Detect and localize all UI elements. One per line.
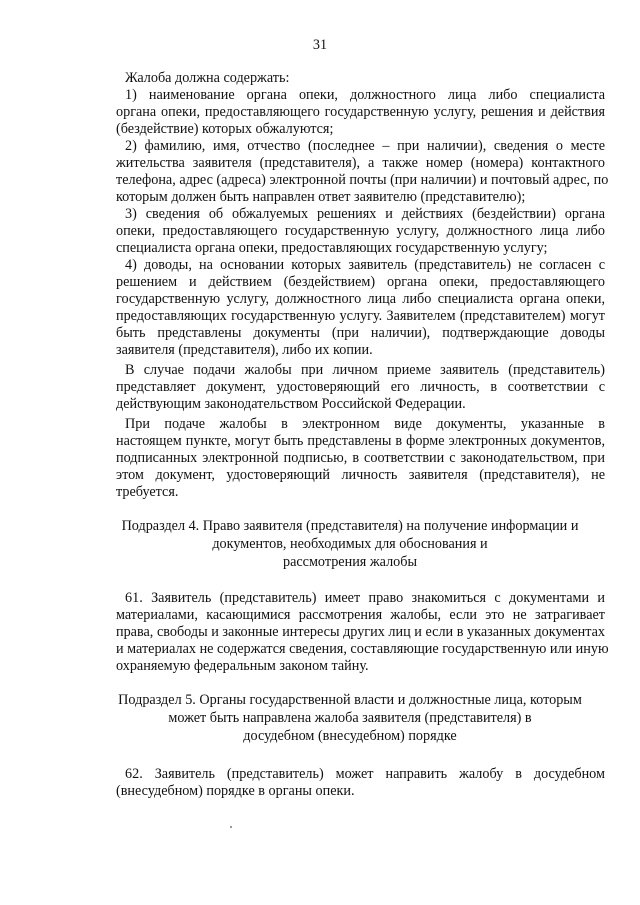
paragraph-line: этом документ, удостоверяющий личность заявителя (представителя), не bbox=[116, 467, 605, 483]
paragraph-line: и материалах не содержатся сведения, составляющие государственную или иную bbox=[116, 641, 609, 657]
paragraph-line: государственную услугу, должностного лица либо специалиста органа опеки, bbox=[116, 291, 605, 307]
paragraph-line: органа опеки, предоставляющего государственную услугу, решения и действия bbox=[116, 104, 605, 120]
paragraph-line: настоящем пункте, могут быть представлены в форме электронных документов, bbox=[116, 433, 605, 449]
paragraph-line: быть представлены документы (при наличии), подтверждающие доводы bbox=[116, 325, 605, 341]
paragraph-line: опеки, предоставляющего государственную услугу, должностного лица либо bbox=[116, 223, 605, 239]
paragraph-line: которым должен быть направлен ответ заявителю (представителю); bbox=[116, 189, 526, 205]
section-heading-line: Подраздел 5. Органы государственной власти и должностные лица, которым bbox=[118, 692, 582, 708]
paragraph-line: представляет документ, удостоверяющий его личность, в соответствии с bbox=[116, 379, 605, 395]
paragraph-line: При подаче жалобы в электронном виде документы, указанные в bbox=[125, 416, 605, 432]
section-heading-line: досудебном (внесудебном) порядке bbox=[243, 728, 457, 744]
paragraph-line: 3) сведения об обжалуемых решениях и действиях (бездействии) органа bbox=[125, 206, 605, 222]
paragraph-line: 2) фамилию, имя, отчество (последнее – при наличии), сведения о месте bbox=[125, 138, 605, 154]
section-heading-line: Подраздел 4. Право заявителя (представителя) на получение информации и bbox=[121, 518, 579, 534]
paragraph-line: решением и действием (бездействием) органа опеки, предоставляющего bbox=[116, 274, 605, 290]
section-heading-line: документов, необходимых для обоснования и bbox=[212, 536, 488, 552]
paragraph-line: 62. Заявитель (представитель) может направить жалобу в досудебном bbox=[125, 766, 605, 782]
paragraph-line: 4) доводы, на основании которых заявитель (представитель) не согласен с bbox=[125, 257, 605, 273]
paragraph-line: действующим законодательством Российской Федерации. bbox=[116, 396, 466, 412]
page-number: 31 bbox=[312, 37, 328, 53]
section-heading-line: может быть направлена жалоба заявителя (представителя) в bbox=[168, 710, 532, 726]
paragraph-line: Жалоба должна содержать: bbox=[125, 70, 290, 86]
paragraph-line: телефона, адрес (адреса) электронной почты (при наличии) и почтовый адрес, по bbox=[116, 172, 609, 188]
paragraph-line: В случае подачи жалобы при личном приеме заявитель (представитель) bbox=[125, 362, 605, 378]
paragraph-line: подписанных электронной подписью, в соответствии с законодательством, при bbox=[116, 450, 605, 466]
paragraph-line: права, свободы и законные интересы других лиц и если в указанных документах bbox=[116, 624, 605, 640]
paragraph-line: 1) наименование органа опеки, должностного лица либо специалиста bbox=[125, 87, 605, 103]
paragraph-line: специалиста органа опеки, предоставляющих государственную услугу; bbox=[116, 240, 548, 256]
section-heading-line: рассмотрения жалобы bbox=[282, 554, 418, 570]
paragraph-line: жительства заявителя (представителя), а также номер (номера) контактного bbox=[116, 155, 605, 171]
paragraph-line: (бездействие) которых обжалуются; bbox=[116, 121, 334, 137]
paragraph-line: охраняемую федеральным законом тайну. bbox=[116, 658, 369, 674]
paragraph-line: 61. Заявитель (представитель) имеет право знакомиться с документами и bbox=[125, 590, 605, 606]
paragraph-line: (внесудебном) порядке в органы опеки. bbox=[116, 783, 355, 799]
paragraph-line: предоставляющих государственную услугу. Заявителем (представителем) могут bbox=[116, 308, 605, 324]
paragraph-line: требуется. bbox=[116, 484, 179, 500]
paragraph-line: материалами, касающимися рассмотрения жалобы, если это не затрагивает bbox=[116, 607, 605, 623]
paragraph-line: заявителя (представителя), либо их копии. bbox=[116, 342, 373, 358]
scan-speck bbox=[230, 826, 232, 828]
